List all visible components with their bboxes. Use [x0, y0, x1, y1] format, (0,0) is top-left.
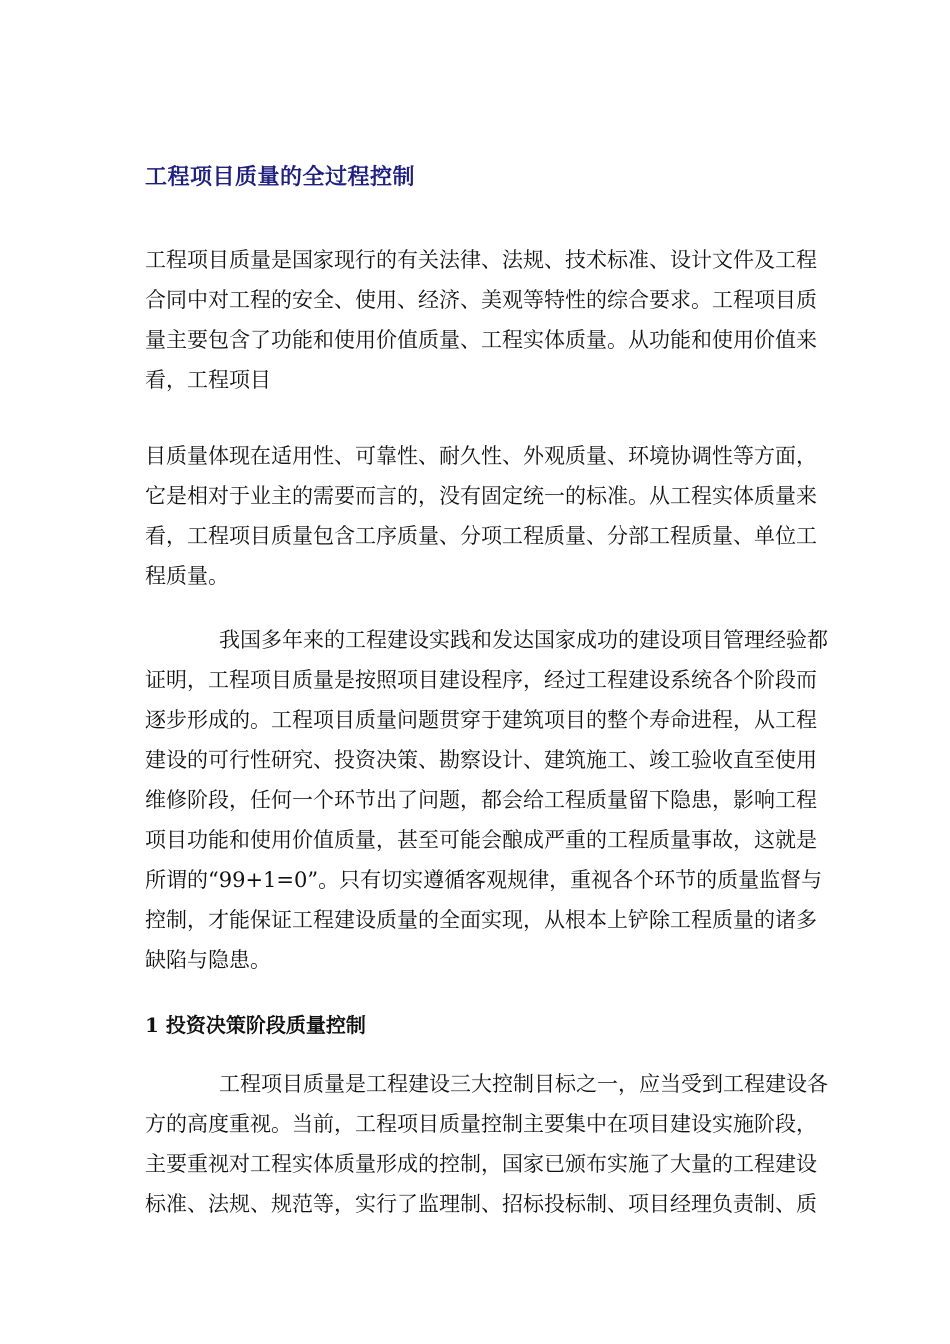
- paragraph-quality-formation: [145, 620, 865, 980]
- text-line: 工程项目质量是国家现行的有关法律、法规、技术标准、设计文件及工程: [145, 248, 817, 272]
- text-line: 缺陷与隐患。: [145, 948, 271, 972]
- document-title: 工程项目质量的全过程控制: [145, 165, 416, 190]
- text-line: 看，工程项目质量包含工序质量、分项工程质量、分部工程质量、单位工: [145, 524, 817, 548]
- text-line: 程质量。: [145, 564, 229, 588]
- text-line: 量主要包含了功能和使用价值质量、工程实体质量。从功能和使用价值来: [145, 328, 817, 352]
- text-line: 合同中对工程的安全、使用、经济、美观等特性的综合要求。工程项目质: [145, 288, 817, 312]
- text-line: 看，工程项目: [145, 368, 271, 392]
- text-line: 控制，才能保证工程建设质量的全面实现，从根本上铲除工程质量的诸多: [145, 908, 817, 932]
- paragraph-quality-definition: [145, 240, 865, 400]
- text-line: 目质量体现在适用性、可靠性、耐久性、外观质量、环境协调性等方面，: [145, 444, 817, 468]
- text-line: 所谓的“99+1=0”。只有切实遵循客观规律，重视各个环节的质量监督与: [145, 868, 823, 892]
- text-line: 我国多年来的工程建设实践和发达国家成功的建设项目管理经验都: [219, 628, 828, 652]
- paragraph-quality-aspects: [145, 436, 865, 596]
- text-line: 它是相对于业主的需要而言的，没有固定统一的标准。从工程实体质量来: [145, 484, 817, 508]
- text-line: 方的高度重视。当前，工程项目质量控制主要集中在项目建设实施阶段，: [145, 1112, 817, 1136]
- section-heading: 1 投资决策阶段质量控制: [145, 1013, 366, 1037]
- text-line: 项目功能和使用价值质量，甚至可能会酿成严重的工程质量事故，这就是: [145, 828, 817, 852]
- text-line: 逐步形成的。工程项目质量问题贯穿于建筑项目的整个寿命进程，从工程: [145, 708, 817, 732]
- text-line: 工程项目质量是工程建设三大控制目标之一，应当受到工程建设各: [219, 1072, 828, 1096]
- text-line: 维修阶段，任何一个环节出了问题，都会给工程质量留下隐患，影响工程: [145, 788, 817, 812]
- text-line: 主要重视对工程实体质量形成的控制，国家已颁布实施了大量的工程建设: [145, 1152, 817, 1176]
- text-line: 证明，工程项目质量是按照项目建设程序，经过工程建设系统各个阶段而: [145, 668, 817, 692]
- paragraph-investment-decision: [145, 1064, 865, 1224]
- text-line: 标准、法规、规范等，实行了监理制、招标投标制、项目经理负责制、质: [145, 1192, 817, 1216]
- text-line: 建设的可行性研究、投资决策、勘察设计、建筑施工、竣工验收直至使用: [145, 748, 817, 772]
